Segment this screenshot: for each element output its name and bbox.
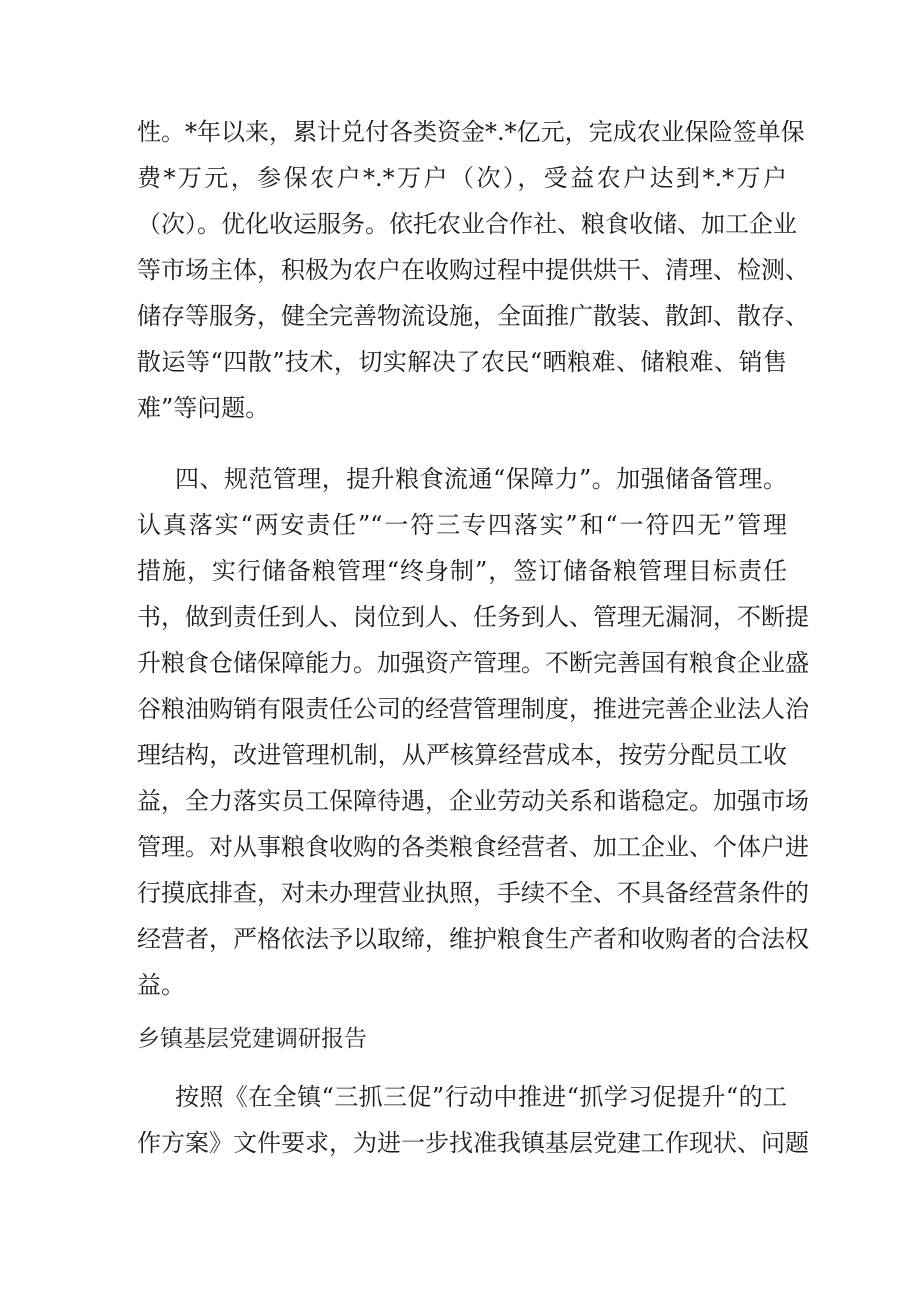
paragraph-line: 理结构，改进管理机制，从严核算经营成本，按劳分配员工收 [137,741,787,769]
paragraph-line: 行摸底排查，对未办理营业执照，手续不全、不具备经营条件的 [137,879,809,907]
paragraph-line: 经营者，严格依法予以取缔，维护粮食生产者和收购者的合法权 [137,925,809,953]
paragraph-line: 书，做到责任到人、岗位到人、任务到人、管理无漏洞，不断提 [137,603,809,631]
paragraph-line: 等市场主体，积极为农户在收购过程中提供烘干、清理、检测、 [137,256,809,284]
paragraph-line: 升粮食仓储保障能力。加强资产管理。不断完善国有粮食企业盛 [137,649,809,677]
paragraph-line: 管理。对从事粮食收购的各类粮食经营者、加工企业、个体户进 [137,833,809,861]
section-title: 乡镇基层党建调研报告 [137,1026,367,1052]
paragraph-line: 益。 [137,971,185,999]
paragraph-line: 费*万元，参保农户*.*万户（次），受益农户达到*.*万户 [137,164,787,192]
paragraph-line: 作方案》文件要求，为进一步找准我镇基层党建工作现状、问题 [137,1129,809,1157]
paragraph-line: 谷粮油购销有限责任公司的经营管理制度，推进完善企业法人治 [137,695,809,723]
paragraph-line: （次）。优化收运服务。依托农业合作社、粮食收储、加工企业 [137,210,797,238]
paragraph-line: 四、规范管理，提升粮食流通“保障力”。加强储备管理。 [175,465,787,493]
paragraph-line: 措施，实行储备粮管理“终身制”，签订储备粮管理目标责任 [137,557,787,585]
paragraph-line: 认真落实“两安责任”“一符三专四落实”和“一符四无”管理 [137,511,787,539]
paragraph-line: 按照《在全镇“三抓三促”行动中推进“抓学习促提升“的工 [175,1083,787,1111]
paragraph-line: 难”等问题。 [137,394,270,422]
paragraph-line: 益，全力落实员工保障待遇，企业劳动关系和谐稳定。加强市场 [137,787,809,815]
paragraph-line: 性。*年以来，累计兑付各类资金*.*亿元，完成农业保险签单保 [137,118,805,146]
paragraph-line: 储存等服务，健全完善物流设施，全面推广散装、散卸、散存、 [137,302,809,330]
paragraph-line: 散运等“四散”技术，切实解决了农民“晒粮难、储粮难、销售 [137,348,787,376]
